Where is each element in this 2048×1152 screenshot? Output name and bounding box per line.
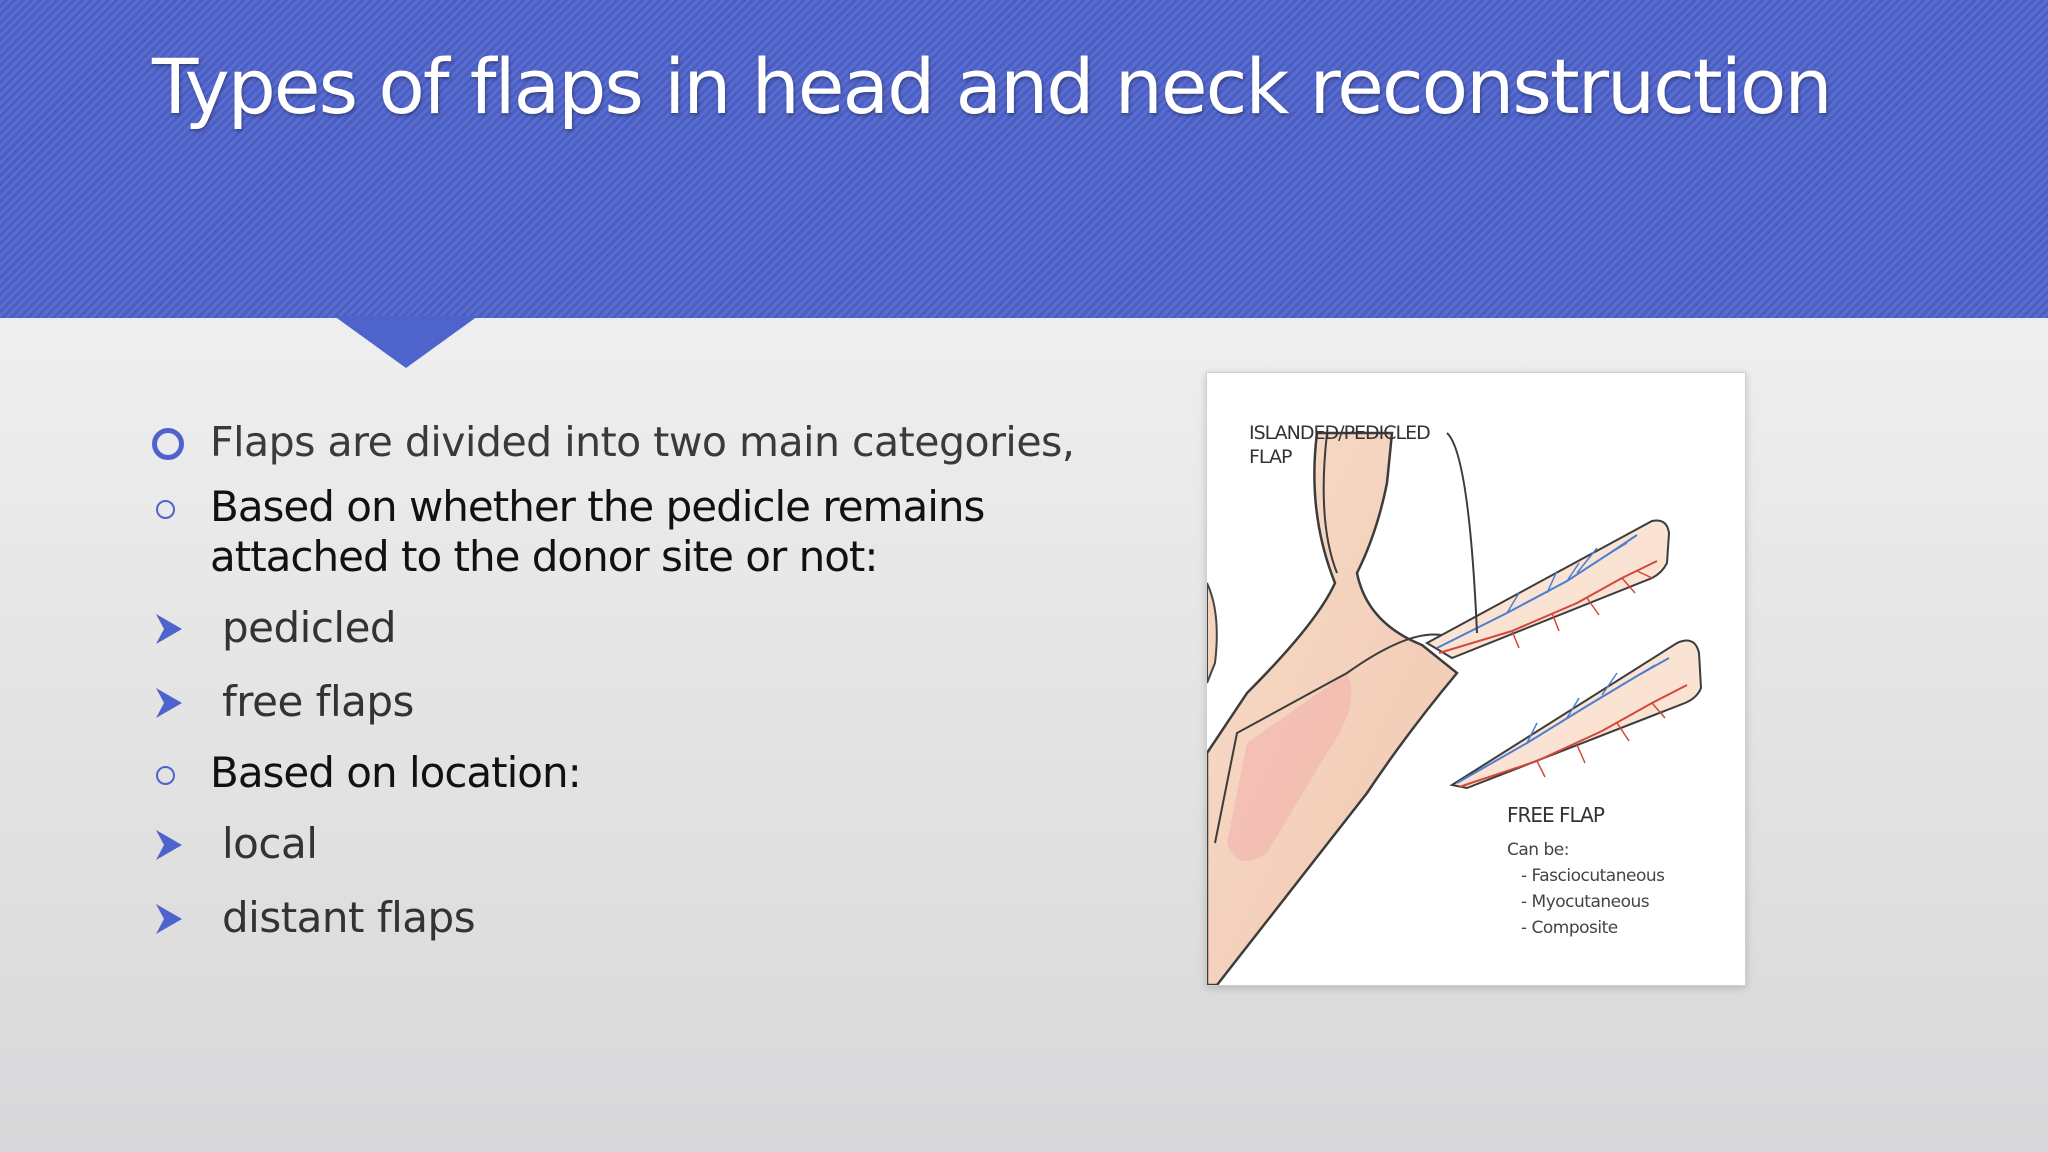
- bullet-item: [152, 748, 1162, 798]
- header-notch: [334, 316, 478, 368]
- flap-type: - Fasciocutaneous: [1521, 866, 1665, 886]
- bullet-text: Based on whether the pedicle remains attached to the donor site or not:: [210, 482, 985, 581]
- free-flap-label: FREE FLAP: [1507, 803, 1604, 827]
- limb-edge: [1207, 583, 1217, 683]
- slide-title: Types of flaps in head and neck reconstruction: [152, 42, 1831, 131]
- flap-type: - Composite: [1521, 918, 1618, 938]
- bullet-text: free flaps: [222, 677, 414, 726]
- bullet-item: [152, 674, 1162, 730]
- free-flap: [1452, 641, 1701, 788]
- bullet-text: Flaps are divided into two main categories,: [210, 418, 1075, 466]
- arrow-bullet-icon: [154, 612, 184, 646]
- hollow-circle-icon: [152, 428, 184, 460]
- arrow-bullet-icon: [154, 828, 184, 862]
- bullet-item: [152, 482, 1162, 582]
- bullet-text: pedicled: [222, 603, 397, 652]
- small-circle-icon: [156, 766, 175, 785]
- bullet-text: Based on location:: [210, 748, 581, 797]
- bullet-text: distant flaps: [222, 893, 476, 942]
- small-circle-icon: [156, 500, 175, 519]
- pedicled-flap-label: ISLANDED/PEDICLED FLAP: [1249, 422, 1430, 468]
- bullet-text: local: [222, 819, 318, 868]
- flap-type: - Myocutaneous: [1521, 892, 1650, 912]
- arrow-bullet-icon: [154, 686, 184, 720]
- bullet-item: [152, 410, 1162, 474]
- flap-types-list: [1507, 837, 1664, 941]
- arrow-bullet-icon: [154, 902, 184, 936]
- flap-illustration: [1206, 372, 1746, 986]
- can-be-label: Can be:: [1507, 840, 1569, 860]
- bullet-item: [152, 600, 1162, 656]
- bullet-item: [152, 816, 1162, 872]
- bullet-item: [152, 890, 1162, 946]
- bullet-list: [152, 410, 1162, 964]
